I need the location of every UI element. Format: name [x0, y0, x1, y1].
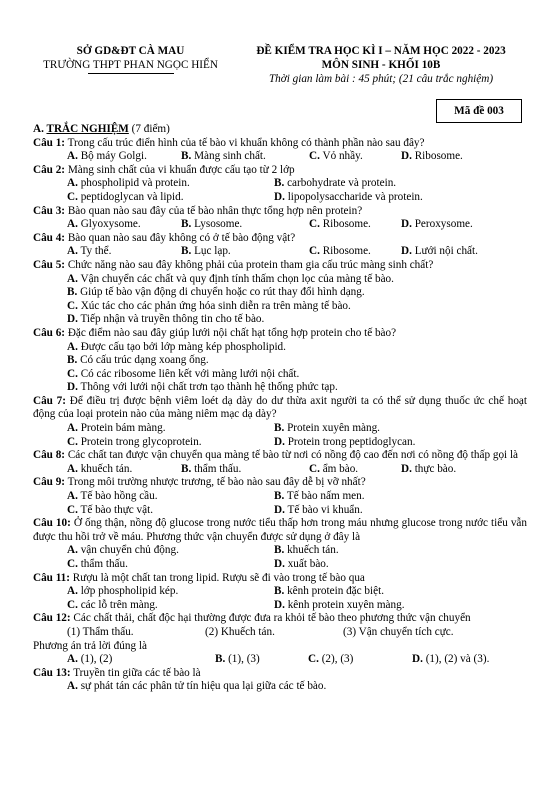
options-row	[33, 422, 527, 436]
option-letter: B.	[67, 354, 78, 367]
answer-option: B. (1), (3)	[215, 653, 260, 666]
option-letter: D.	[274, 598, 285, 611]
option-letter: C.	[309, 218, 320, 231]
answer-option: B. khuếch tán.	[274, 544, 339, 557]
exam-subject: MÔN SINH - KHỐI 10B	[321, 59, 441, 71]
option-letter: B.	[67, 286, 78, 299]
question-13	[33, 667, 527, 694]
options-row	[33, 436, 527, 450]
option-letter: D.	[67, 381, 78, 394]
question-number: Câu 1:	[33, 136, 66, 149]
answer-option: D. kênh protein xuyên màng.	[274, 598, 405, 611]
options-row	[33, 218, 527, 232]
options-row	[33, 585, 527, 599]
question-3	[33, 205, 527, 232]
answer-option: A. Protein bám màng.	[67, 422, 166, 435]
question-number: Câu 3:	[33, 204, 66, 217]
statement-item: (3) Vận chuyển tích cực.	[343, 625, 454, 638]
answer-option: B. thẩm thấu.	[181, 462, 242, 475]
question-number: Câu 13:	[33, 666, 71, 679]
option-letter: D.	[67, 313, 78, 326]
answer-option: C. peptidoglycan và lipid.	[67, 190, 184, 203]
answer-option: A. Glyoxysome.	[67, 218, 141, 231]
option-letter: D.	[401, 150, 412, 163]
question-11	[33, 572, 527, 613]
option-letter: B.	[274, 544, 285, 557]
answer-option: A. vận chuyển chủ động.	[67, 544, 179, 557]
answer-option: A. Ty thể.	[67, 245, 112, 258]
options-row	[33, 177, 527, 191]
question-9	[33, 476, 527, 517]
answer-option: C. Có các ribosome liên kết với màng lưới nội chất.	[67, 367, 300, 380]
answer-option: D. Protein trong peptidoglycan.	[274, 435, 416, 448]
question-number: Câu 9:	[33, 476, 66, 489]
question-10	[33, 517, 527, 571]
option-letter: A.	[67, 490, 78, 503]
option-letter: B.	[181, 462, 192, 475]
answer-option: B. Lysosome.	[181, 218, 243, 231]
option-letter: C.	[308, 653, 319, 666]
answer-option: A. Được cấu tạo bởi lớp màng kép phospholipid.	[67, 340, 286, 353]
options-row	[33, 150, 527, 164]
answer-option: C. Tế bào thực vật.	[67, 503, 154, 516]
answer-option: B. Tế bào nấm men.	[274, 490, 365, 503]
option-letter: A.	[67, 245, 78, 258]
question-stem: Câu 8: Các chất tan được vận chuyển qua màng tế bào từ nơi có nồng độ cao đến nơi có nồng độ thấp gọi là	[33, 449, 519, 462]
option-letter: B.	[215, 653, 226, 666]
option-letter: A.	[67, 585, 78, 598]
answer-option: B. Màng sinh chất.	[181, 150, 266, 163]
question-12	[33, 612, 527, 666]
answer-option: B. Lục lạp.	[181, 245, 231, 258]
answer-option: C. Ribosome.	[309, 245, 371, 258]
option-letter: D.	[274, 435, 285, 448]
answer-option: D. Tế bào vi khuẩn.	[274, 503, 363, 516]
option-letter: D.	[401, 245, 412, 258]
question-number: Câu 11:	[33, 571, 70, 584]
answer-option: D. Thông với lưới nội chất trơn tạo thành hệ thống phức tạp.	[67, 381, 338, 394]
section-points: (7 điểm)	[128, 123, 170, 135]
answer-option: D. lipopolysaccharide và protein.	[274, 190, 423, 203]
option-letter: A.	[67, 422, 78, 435]
question-stem: Câu 7: Để điều trị được bệnh viêm loét dạ dày do dư thừa axit người ta có thể sử dụng thuốc ức chế hoạt động của loại protein nào của màng niêm mạc dạ dày?	[33, 394, 527, 421]
question-stem: Câu 11: Rượu là một chất tan trong lipid. Rượu sẽ đi vào trong tế bào qua	[33, 571, 365, 584]
option-letter: A.	[67, 653, 78, 666]
option-letter: B.	[274, 422, 285, 435]
exam-title: ĐỀ KIỂM TRA HỌC KÌ I – NĂM HỌC 2022 - 2023	[256, 45, 506, 57]
question-5	[33, 259, 527, 327]
option-letter: A.	[67, 272, 78, 285]
answer-option: B. carbohydrate và protein.	[274, 177, 397, 190]
options-row	[33, 504, 527, 518]
question-8	[33, 449, 527, 476]
answer-option: D. (1), (2) và (3).	[412, 653, 490, 666]
options-row	[33, 599, 527, 613]
question-stem: Câu 10: Ở ống thận, nồng độ glucose trong nước tiểu thấp hơn trong máu nhưng glucose trong nước tiểu vẫn được thu hồi trở về máu. Phương thức vận chuyển được sử dụng ở đây là	[33, 517, 527, 543]
option-letter: C.	[67, 190, 78, 203]
answer-option: A. lớp phospholipid kép.	[67, 585, 179, 598]
question-stem: Câu 9: Trong môi trường nhược trương, tế bào nào sau đây dễ bị vỡ nhất?	[33, 476, 366, 489]
section-title	[33, 123, 527, 137]
question-number: Câu 5:	[33, 258, 66, 271]
answer-option: A. phospholipid và protein.	[67, 177, 190, 190]
option-letter: B.	[274, 490, 285, 503]
options-row	[33, 544, 527, 558]
option-letter: C.	[67, 299, 78, 312]
school-header	[18, 44, 243, 74]
option-letter: B.	[274, 177, 285, 190]
option-letter: C.	[67, 435, 78, 448]
exam-header	[232, 44, 530, 86]
answer-option: B. Giúp tế bào vận động di chuyển hoặc co rút thay đổi hình dạng.	[67, 286, 365, 299]
answer-option: C. Protein trong glycoprotein.	[67, 435, 202, 448]
statement-item: (1) Thẩm thấu.	[67, 625, 134, 638]
answer-option: D. xuất bào.	[274, 558, 329, 570]
option-letter: D.	[412, 653, 423, 666]
question-stem: Câu 1: Trong cấu trúc điển hình của tế bào vi khuẩn không có thành phần nào sau đây?	[33, 136, 425, 149]
answer-option: C. (2), (3)	[308, 653, 354, 666]
exam-code-box: Mã đề 003	[436, 99, 522, 123]
option-letter: D.	[401, 218, 412, 231]
option-letter: A.	[67, 150, 78, 163]
answer-prompt: Phương án trả lời đúng là	[33, 639, 147, 652]
answer-option: C. Vỏ nhầy.	[309, 150, 363, 163]
exam-content	[33, 123, 527, 694]
question-number: Câu 2:	[33, 163, 66, 176]
school-name: TRƯỜNG THPT PHAN NGỌC HIỂN	[43, 59, 218, 71]
answer-option: D. Tiếp nhận và truyền thông tin cho tế bào.	[67, 313, 265, 326]
question-number: Câu 10:	[33, 517, 71, 530]
option-letter: A.	[67, 218, 78, 231]
option-letter: A.	[67, 680, 78, 693]
answer-option: B. Protein xuyên màng.	[274, 422, 380, 435]
answer-option: B. kênh protein đặc biệt.	[274, 585, 384, 598]
question-6	[33, 327, 527, 395]
option-letter: B.	[181, 150, 192, 163]
answer-option: A. (1), (2)	[67, 653, 113, 666]
answer-option: C. ẩm bào.	[309, 462, 359, 475]
option-letter: B.	[274, 585, 285, 598]
question-number: Câu 4:	[33, 231, 66, 244]
answer-option: D. Peroxysome.	[401, 218, 473, 231]
option-letter: D.	[274, 558, 285, 570]
answer-option: A. Vận chuyển các chất và quy định tính thấm chọn lọc của màng tế bào.	[67, 272, 394, 285]
option-letter: A.	[67, 177, 78, 190]
exam-time-note: Thời gian làm bài : 45 phút; (21 câu trắc nghiệm)	[268, 73, 494, 85]
answer-option: C. Ribosome.	[309, 218, 371, 231]
answer-option: A. Bộ máy Golgi.	[67, 150, 147, 163]
options-row	[33, 653, 527, 667]
answer-option: A. sự phát tán các phân tử tín hiệu qua lại giữa các tế bào.	[67, 680, 327, 693]
options-row	[33, 490, 527, 504]
question-1	[33, 137, 527, 164]
question-number: Câu 8:	[33, 449, 66, 462]
option-letter: A.	[67, 340, 78, 353]
option-letter: C.	[309, 245, 320, 258]
question-4	[33, 232, 527, 259]
question-stem: Câu 4: Bào quan nào sau đây không có ở tế bào động vật?	[33, 231, 296, 244]
answer-option: D. Ribosome.	[401, 150, 463, 163]
section-name: TRẮC NGHIỆM	[46, 123, 129, 135]
option-letter: D.	[274, 190, 285, 203]
answer-option: A. Tế bào hồng cầu.	[67, 490, 158, 503]
answer-option: B. Có cấu trúc dạng xoang ống.	[67, 354, 209, 367]
question-stem: Câu 12: Các chất thải, chất độc hại thường được đưa ra khỏi tế bào theo phương thức vận chuyển	[33, 612, 471, 625]
option-letter: B.	[181, 245, 192, 258]
answer-option: A. khuếch tán.	[67, 462, 133, 475]
option-letter: C.	[309, 150, 320, 163]
statement-item: (2) Khuếch tán.	[205, 625, 275, 638]
answer-option: C. thẩm thấu.	[67, 558, 128, 570]
option-letter: A.	[67, 544, 78, 557]
answer-option: D. thực bào.	[401, 462, 457, 475]
answer-option: D. Lưới nội chất.	[401, 245, 478, 258]
answer-option: C. các lỗ trên màng.	[67, 598, 158, 611]
option-letter: A.	[67, 462, 78, 475]
option-letter: C.	[67, 367, 78, 380]
question-stem: Câu 13: Truyền tin giữa các tế bào là	[33, 666, 201, 679]
question-7	[33, 395, 527, 449]
options-row	[33, 245, 527, 259]
section-letter: A.	[33, 123, 47, 135]
option-letter: C.	[67, 598, 78, 611]
question-stem: Câu 2: Màng sinh chất của vi khuẩn được cấu tạo từ 2 lớp	[33, 163, 295, 176]
options-row	[33, 191, 527, 205]
option-letter: C.	[309, 462, 320, 475]
question-number: Câu 6:	[33, 326, 66, 339]
question-stem: Câu 3: Bào quan nào sau đây của tế bào nhân thực tổng hợp nên protein?	[33, 204, 363, 217]
question-number: Câu 7:	[33, 394, 67, 407]
answer-option: C. Xúc tác cho các phản ứng hóa sinh diễn ra trên màng tế bào.	[67, 299, 351, 312]
option-letter: C.	[67, 558, 78, 570]
option-letter: C.	[67, 503, 78, 516]
department-name: SỞ GD&ĐT CÀ MAU	[76, 45, 185, 57]
header-underline	[88, 73, 174, 74]
option-letter: D.	[401, 462, 412, 475]
statement-row	[33, 626, 527, 640]
question-stem: Câu 5: Chức năng nào sau đây không phải của protein tham gia cấu trúc màng sinh chất?	[33, 258, 434, 271]
question-stem: Câu 6: Đặc điểm nào sau đây giúp lưới nội chất hạt tổng hợp protein cho tế bào?	[33, 326, 397, 339]
question-number: Câu 12:	[33, 612, 71, 625]
question-list	[33, 137, 527, 694]
options-row	[33, 558, 527, 572]
question-2	[33, 164, 527, 205]
option-letter: D.	[274, 503, 285, 516]
option-letter: B.	[181, 218, 192, 231]
options-row	[33, 463, 527, 477]
